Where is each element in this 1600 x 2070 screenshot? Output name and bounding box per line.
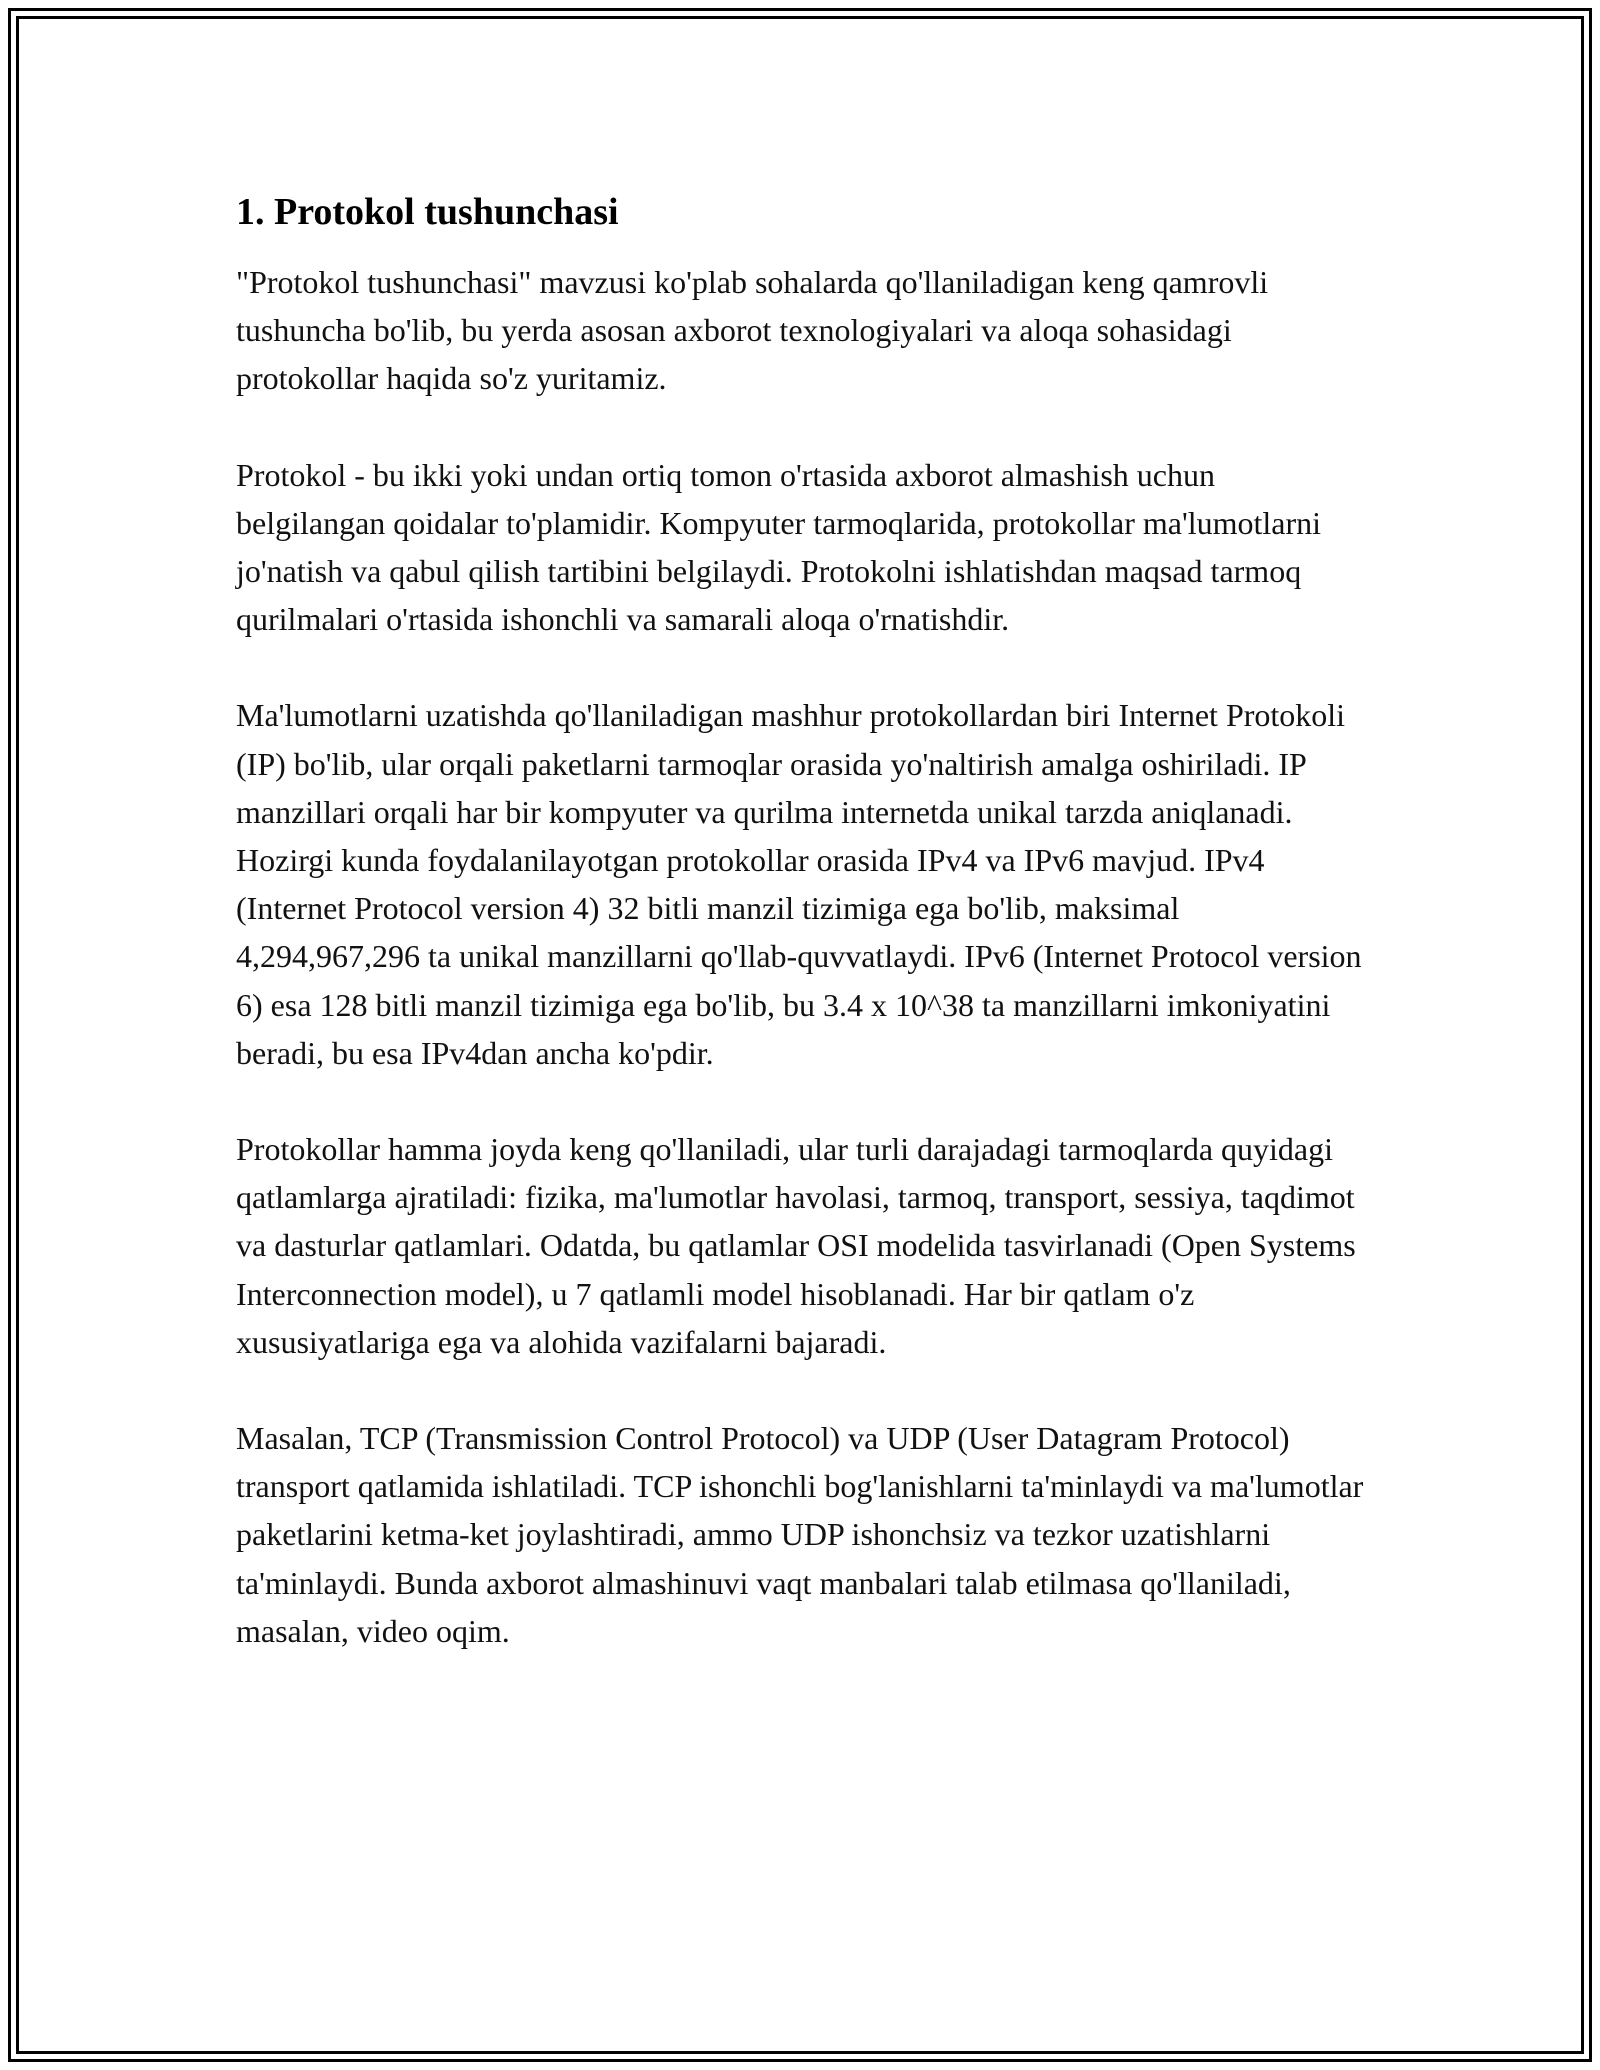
paragraph-osi: Protokollar hamma joyda keng qo'llaniladi, ular turli darajadagi tarmoqlarda quyidagi qatlamlarga ajratiladi: fizika, ma'lumotlar havolasi, tarmoq, transport, sessiya, taqdimot va dasturlar qatlamlari. Odatda, bu qatlamlar OSI modelida tasvirlanadi (Open Systems Interconnection model), u 7 qatlamli model hisoblanadi. Har bir qatlam o'z xususiyatlariga ega va alohida vazifalarni bajaradi. (236, 1131, 1356, 1360)
document-body (236, 186, 1366, 1703)
paragraph-intro: "Protokol tushunchasi" mavzusi ko'plab sohalarda qo'llaniladigan keng qamrovli tushuncha bo'lib, bu yerda asosan axborot texnologiyalari va aloqa sohasidagi protokollar haqida so'z yuritamiz. (236, 264, 1269, 397)
paragraph-definition: Protokol - bu ikki yoki undan ortiq tomon o'rtasida axborot almashish uchun belgilangan qoidalar to'plamidir. Kompyuter tarmoqlarida, protokollar ma'lumotlarni jo'natish va qabul qilish tartibini belgilaydi. Protokolni ishlatishdan maqsad tarmoq qurilmalari o'rtasida ishonchli va samarali aloqa o'rnatishdir. (236, 456, 1322, 638)
section-heading: 1. Protokol tushunchasi (236, 191, 619, 233)
paragraph-ip: Ma'lumotlarni uzatishda qo'llaniladigan mashhur protokollardan biri Internet Protokoli (IP) bo'lib, ular orqali paketlarni tarmoqlar orasida yo'naltirish amalga oshiriladi. IP manzillari orqali har bir kompyuter va qurilma internetda unikal tarzda aniqlanadi. Hozirgi kunda foydalanilayotgan protokollar orasida IPv4 va IPv6 mavjud. IPv4 (Internet Protocol version 4) 32 bitli manzil tizimiga ega bo'lib, maksimal 4,294,967,296 ta unikal manzillarni qo'llab-quvvatlaydi. IPv6 (Internet Protocol version 6) esa 128 bitli manzil tizimiga ega bo'lib, bu 3.4 x 10^38 ta manzillarni imkoniyatini beradi, bu esa IPv4dan ancha ko'pdir. (236, 697, 1362, 1071)
paragraph-tcp-udp: Masalan, TCP (Transmission Control Protocol) va UDP (User Datagram Protocol) transport qatlamida ishlatiladi. TCP ishonchli bog'lanishlarni ta'minlaydi va ma'lumotlar paketlarini ketma-ket joylashtiradi, ammo UDP ishonchsiz va tezkor uzatishlarni ta'minlaydi. Bunda axborot almashinuvi vaqt manbalari talab etilmasa qo'llaniladi, masalan, video oqim. (236, 1420, 1364, 1649)
